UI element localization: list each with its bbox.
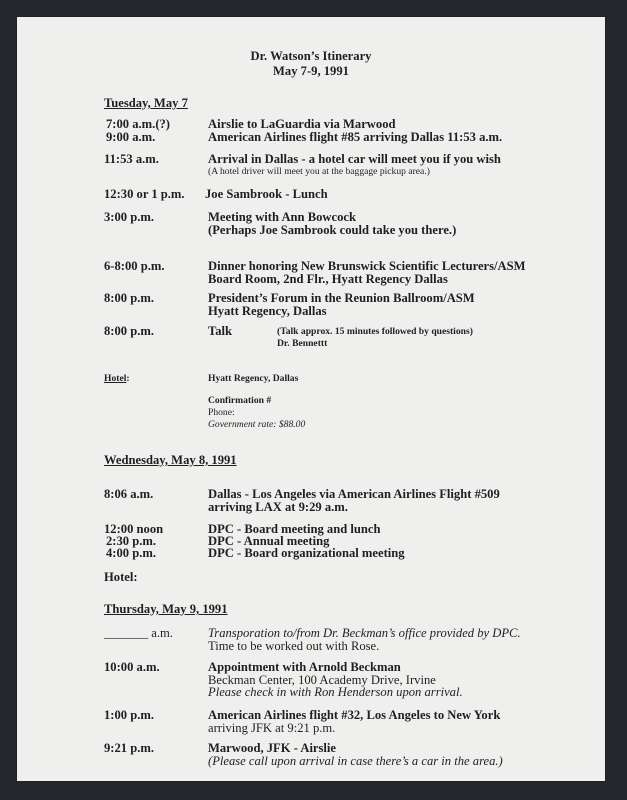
hotel-label-colon: : (126, 373, 130, 384)
row-time: 2:30 p.m. (106, 534, 157, 548)
row-text: Airslie to LaGuardia via Marwood (208, 117, 396, 131)
row-text: DPC - Annual meeting (208, 534, 330, 548)
row-time: 8:00 p.m. (104, 324, 155, 338)
row-text-line2: (Perhaps Joe Sambrook could take you there.) (208, 223, 457, 237)
row-time: _______ a.m. (104, 626, 173, 640)
row-text: President’s Forum in the Reunion Ballroom/ASM (208, 291, 475, 305)
hotel-phone: Phone: (208, 407, 235, 418)
row-time: 8:00 p.m. (104, 291, 155, 305)
hotel-rate: Government rate: $88.00 (208, 419, 306, 430)
row-text-line2: Beckman Center, 100 Academy Drive, Irvine (208, 673, 436, 687)
row-text: Joe Sambrook - Lunch (205, 187, 328, 201)
row-text: Marwood, JFK - Airslie (208, 741, 337, 755)
row-time: 9:21 p.m. (104, 741, 155, 755)
day-heading-wednesday: Wednesday, May 8, 1991 (104, 453, 237, 467)
row-text: American Airlines flight #32, Los Angeles to New York (208, 708, 501, 722)
row-time: 7:00 a.m.(?) (106, 117, 171, 131)
row-time: 9:00 a.m. (106, 130, 156, 144)
day-heading-tuesday: Tuesday, May 7 (104, 96, 188, 110)
row-time: 8:06 a.m. (104, 487, 154, 501)
row-text-line2: arriving LAX at 9:29 a.m. (208, 500, 348, 514)
row-text: Transporation to/from Dr. Beckman’s office provided by DPC. (208, 626, 521, 640)
hotel-label (104, 373, 130, 385)
row-text-line2: Dr. Bennettt (277, 338, 328, 349)
row-text: Dallas - Los Angeles via American Airlines Flight #509 (208, 487, 500, 501)
row-text: Arrival in Dallas - a hotel car will meet you if you wish (208, 152, 501, 166)
row-time: 11:53 a.m. (104, 152, 159, 166)
row-text: Meeting with Ann Bowcock (208, 210, 356, 224)
row-text: Dinner honoring New Brunswick Scientific Lecturers/ASM (208, 259, 526, 273)
row-time: 3:00 p.m. (104, 210, 155, 224)
row-text-line2: Hyatt Regency, Dallas (208, 304, 327, 318)
document-dates: May 7-9, 1991 (273, 64, 349, 78)
row-note: (Talk approx. 15 minutes followed by questions) (277, 326, 473, 337)
row-time: 10:00 a.m. (104, 660, 160, 674)
row-text-line3: Please check in with Ron Henderson upon arrival. (208, 685, 463, 699)
row-time: 1:00 p.m. (104, 708, 155, 722)
row-time: 12:00 noon (104, 522, 164, 536)
hotel-confirmation: Confirmation # (208, 395, 272, 406)
hotel-name: Hyatt Regency, Dallas (208, 373, 299, 384)
document-title: Dr. Watson’s Itinerary (250, 49, 372, 63)
row-time: 4:00 p.m. (106, 546, 157, 560)
hotel-label-text: Hotel (104, 373, 127, 384)
row-time: 6-8:00 p.m. (104, 259, 165, 273)
row-time: 12:30 or 1 p.m. (104, 187, 185, 201)
wednesday-hotel-label: Hotel: (104, 570, 138, 584)
day-heading-thursday: Thursday, May 9, 1991 (104, 602, 228, 616)
row-text: American Airlines flight #85 arriving Dallas 11:53 a.m. (208, 130, 503, 144)
document-page (17, 17, 605, 781)
row-text: DPC - Board organizational meeting (208, 546, 405, 560)
row-text: Appointment with Arnold Beckman (208, 660, 401, 674)
row-text: Talk (208, 324, 233, 338)
row-text-line2: Time to be worked out with Rose. (208, 639, 380, 653)
row-text-line2: arriving JFK at 9:21 p.m. (208, 721, 336, 735)
row-note: (A hotel driver will meet you at the baggage pickup area.) (208, 166, 430, 177)
row-text-line2: (Please call upon arrival in case there’s a car in the area.) (208, 754, 503, 768)
row-text-line2: Board Room, 2nd Flr., Hyatt Regency Dallas (208, 272, 448, 286)
row-text: DPC - Board meeting and lunch (208, 522, 381, 536)
